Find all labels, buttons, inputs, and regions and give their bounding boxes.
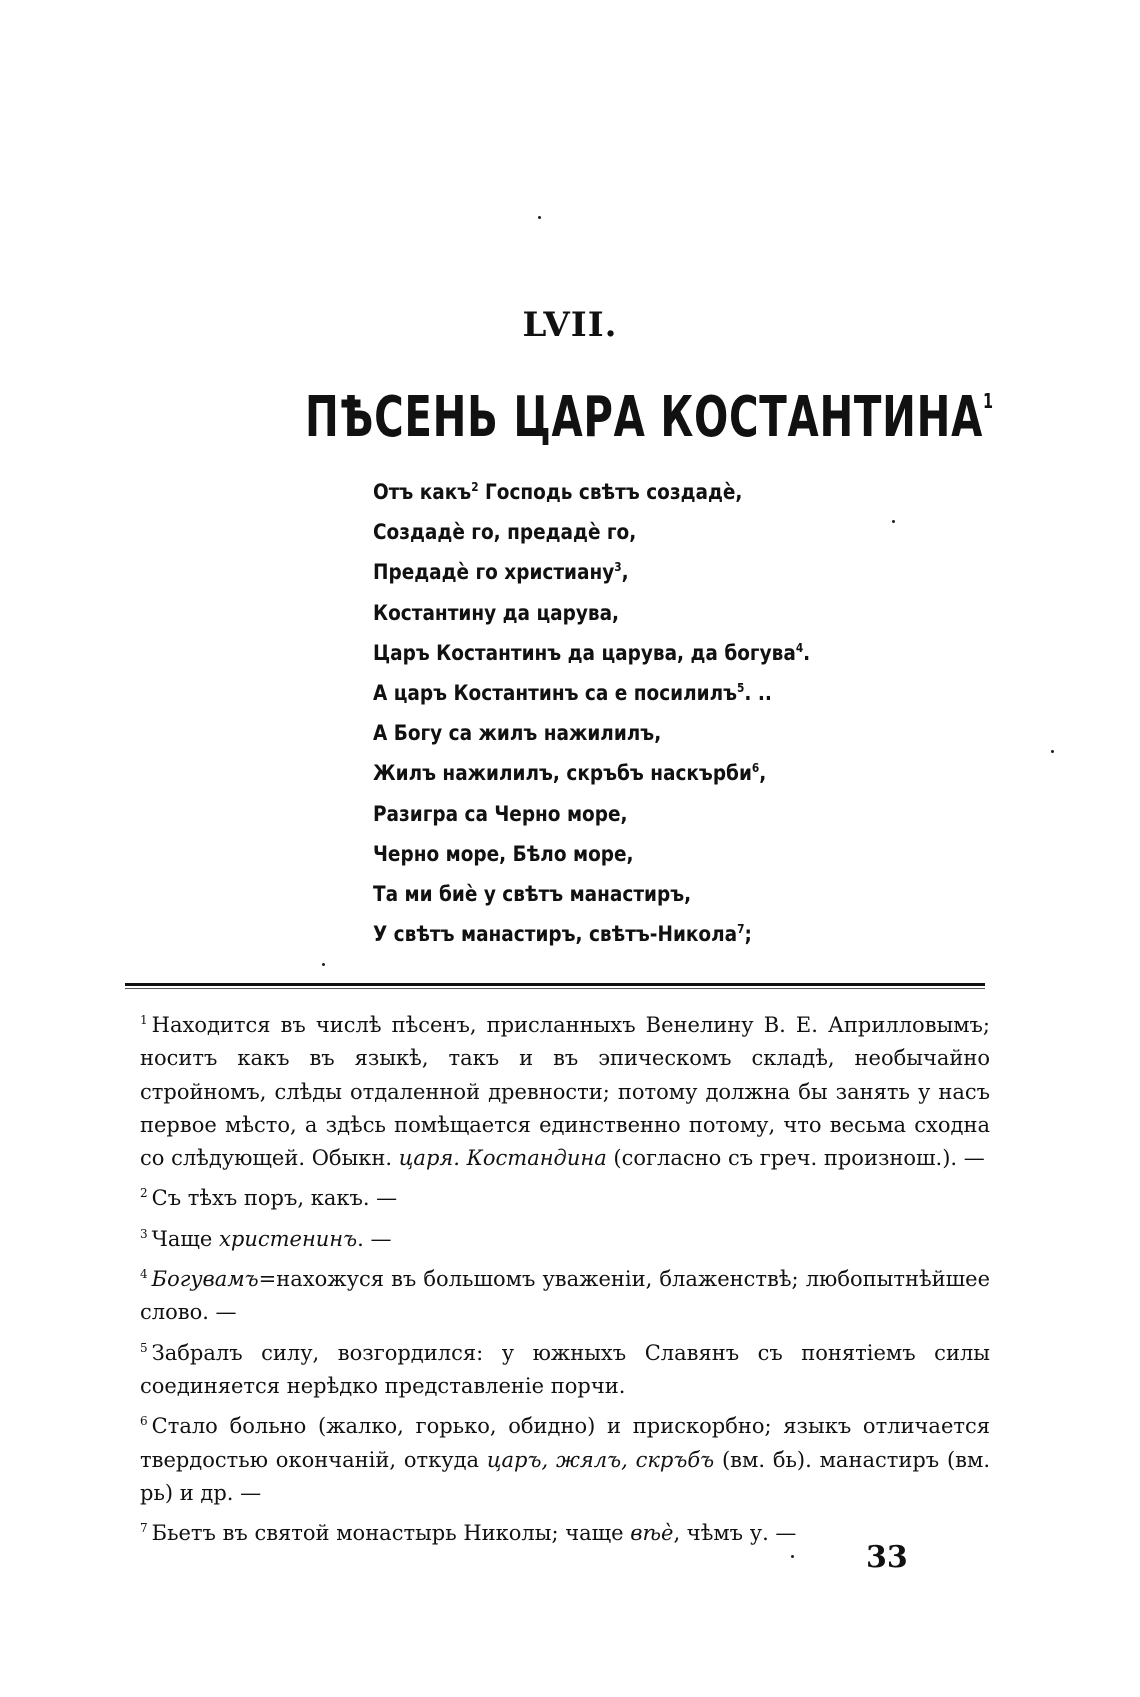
poem-line: Предадѐ го христиану$^3$,: [373, 560, 629, 585]
poem-line: Костантину да царува,: [373, 600, 620, 625]
song-title-text: ПѢСЕНЬ ЦАРА КОСТАНТИНА: [305, 385, 983, 450]
print-speck: [538, 216, 541, 219]
poem-line: Черно море, Бѣло море,: [373, 841, 634, 866]
footnote: $^5$ Забралъ силу, возгордился: у южныхъ Славянъ съ понятіемъ силы соединяется нерѣдко представленіе порчи.: [140, 1340, 990, 1398]
page-number: 33: [866, 1540, 908, 1575]
section-number: LVII.: [522, 305, 618, 345]
poem-line: Жилъ нажилилъ, скръбъ наскърби$^6$,: [373, 761, 767, 786]
footnote-divider-thin: [125, 988, 985, 989]
poem-verses: [373, 480, 913, 962]
print-speck: [791, 1555, 794, 1558]
footnote: $^4$ Богувамъ=нахожуся въ большомъ уваженіи, блаженствѣ; любопытнѣйшее слово. —: [140, 1267, 990, 1325]
poem-line: Царъ Костантинъ да царува, да богува$^4$.: [373, 640, 811, 665]
footnote: $^3$ Чаще христенинъ. —: [140, 1226, 392, 1251]
footnote: $^7$ Бьетъ въ святой монастырь Николы; чаще вѣѐ, чѣмъ у. —: [140, 1521, 797, 1546]
print-speck: [322, 963, 325, 966]
print-speck: [1051, 750, 1054, 753]
footnote-divider: [125, 983, 985, 986]
footnotes: [140, 1004, 990, 1552]
poem-line: Отъ какъ$^2$ Господь свѣтъ создадѐ,: [373, 480, 743, 504]
print-speck: [892, 520, 895, 523]
song-title: [305, 385, 994, 450]
poem-line: А царъ Костантинъ са е посилилъ$^5$. ..: [373, 680, 772, 705]
poem-line: Создадѐ го, предадѐ го,: [373, 520, 637, 545]
poem-line: Разигра са Черно море,: [373, 801, 628, 826]
poem-line: У свѣтъ манастиръ, свѣтъ-Никола$^7$;: [373, 922, 752, 947]
footnote: $^2$ Съ тѣхъ поръ, какъ. —: [140, 1186, 398, 1211]
title-footnote-marker: 1: [982, 389, 994, 413]
footnote: $^1$ Находится въ числѣ пѣсенъ, присланныхъ Венелину В. Е. Априлловымъ; носитъ какъ въ языкѣ, такъ и въ эпическомъ складѣ, необычайно стройномъ, слѣды отдаленной древности; потому должна бы занять у насъ первое мѣсто, а здѣсь помѣщается единственно потому, что весьма сходна со слѣдующей. Обыкн. царя. Костандина (согласно съ греч. произнош.). —: [140, 1013, 990, 1171]
poem-line: А Богу са жилъ нажилилъ,: [373, 721, 662, 746]
poem-line: Та ми биѐ у свѣтъ манастиръ,: [373, 881, 692, 906]
footnote: $^6$ Стало больно (жалко, горько, обидно) и прискорбно; языкъ отличается твердостью окончаній, откуда царъ, жялъ, скръбъ (вм. бь). манастиръ (вм. рь) и др. —: [140, 1414, 990, 1505]
